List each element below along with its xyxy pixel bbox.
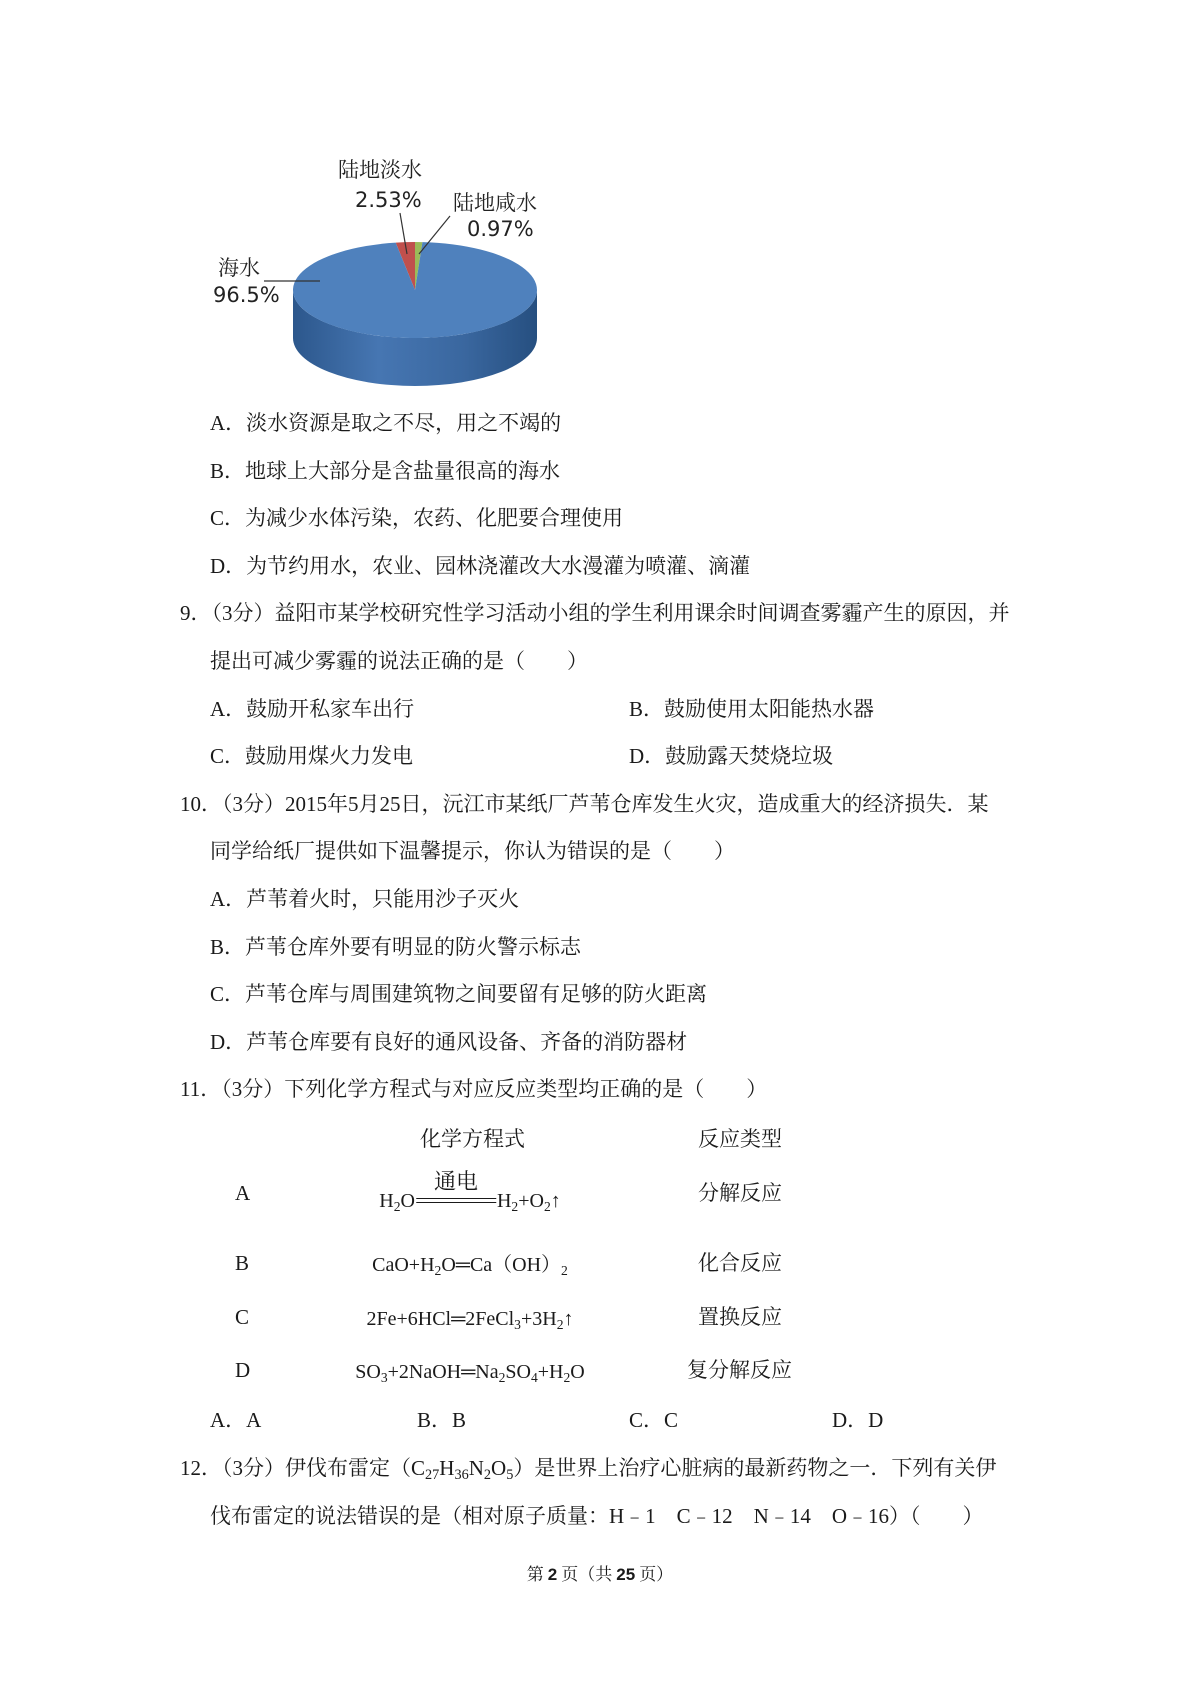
reaction-condition (416, 1170, 496, 1207)
subscript: 2 (511, 1198, 519, 1214)
q8-option-c: C．为减少水体污染，农药、化肥要合理使用 (210, 506, 624, 530)
pie-body (293, 242, 537, 386)
bold-text-run: 25 (616, 1565, 636, 1584)
subscript: 2 (434, 1262, 442, 1278)
text-run: H (496, 1190, 512, 1212)
text-run: ↑ (563, 1308, 574, 1330)
text-run: 第 (526, 1565, 544, 1584)
q9-stem-line-1: 9．（3分）益阳市某学校研究性学习活动小组的学生利用课余时间调查雾霾产生的原因，并 (180, 601, 1010, 625)
subscript: 2 (393, 1198, 401, 1214)
subscript: 5 (506, 1466, 514, 1483)
table-row-a-type: 分解反应 (698, 1181, 782, 1205)
q9-option-a: A．鼓励开私家车出行 (210, 697, 415, 721)
subscript: 2 (543, 1198, 551, 1214)
q9-stem-line-2: 提出可减少雾霾的说法正确的是（ ） (210, 649, 588, 673)
text-run: H (379, 1190, 394, 1212)
table-row-c-type: 置换反应 (698, 1305, 782, 1329)
q12-stem-line-2: 伐布雷定的说法错误的是（相对原子质量：H﹣1 C﹣12 N﹣14 O﹣16）（ ） (210, 1504, 984, 1528)
double-equals-line (416, 1198, 496, 1203)
table-row-d-label: D (235, 1358, 251, 1382)
text-run: O (570, 1361, 585, 1383)
text-run: CaO+H (372, 1254, 435, 1276)
table-row-d-equation (355, 1360, 585, 1384)
q11-option-a: A．A (210, 1408, 262, 1432)
text-run: +O (518, 1190, 544, 1212)
subscript: 2 (556, 1316, 564, 1332)
table-header-equation: 化学方程式 (420, 1127, 525, 1151)
pie-label-fresh-water: 陆地淡水 (338, 158, 422, 182)
table-row-a-equation (379, 1170, 561, 1214)
subscript: 2 (498, 1369, 506, 1385)
subscript: 2 (563, 1369, 571, 1385)
q12-stem-line-1 (180, 1456, 997, 1483)
pie-value-saline-water: 0.97% (467, 217, 534, 241)
text-run: ↑ (550, 1190, 561, 1212)
equation-a-reactants (379, 1190, 415, 1212)
bold-text-run: 2 (547, 1565, 558, 1584)
subscript: 3 (514, 1316, 521, 1332)
text-run: +H (537, 1361, 564, 1383)
text-run: O (400, 1190, 415, 1212)
table-row-c-equation (366, 1307, 573, 1331)
q10-option-a: A．芦苇着火时，只能用沙子灭火 (210, 887, 520, 911)
q11-stem: 11．（3分）下列化学方程式与对应反应类型均正确的是（ ） (180, 1077, 768, 1101)
q11-option-b: B．B (417, 1408, 467, 1432)
water-distribution-pie-chart (0, 0, 1200, 420)
text-run: 页（共 (561, 1565, 613, 1584)
equation-a-products (497, 1190, 561, 1212)
q8-option-b: B．地球上大部分是含盐量很高的海水 (210, 459, 561, 483)
q10-stem-line-1: 10．（3分）2015年5月25日，沅江市某纸厂芦苇仓库发生火灾，造成重大的经济损失．某 (180, 792, 989, 816)
q8-option-a: A．淡水资源是取之不尽，用之不竭的 (210, 411, 562, 435)
text-run: 2Fe+6HCl═2FeCl (366, 1308, 515, 1330)
table-row-b-type: 化合反应 (698, 1251, 782, 1275)
text-run: SO (355, 1361, 381, 1383)
subscript: 36 (454, 1466, 469, 1483)
pie-value-seawater: 96.5% (213, 283, 280, 307)
q10-option-b: B．芦苇仓库外要有明显的防火警示标志 (210, 935, 582, 959)
q10-stem-line-2: 同学给纸厂提供如下温馨提示，你认为错误的是（ ） (210, 839, 735, 863)
table-row-c-label: C (235, 1305, 250, 1329)
table-row-b-equation (372, 1253, 568, 1277)
subscript: 2 (561, 1262, 568, 1278)
table-row-a-label: A (235, 1181, 251, 1205)
table-header-reaction-type: 反应类型 (698, 1127, 782, 1151)
condition-label: 通电 (433, 1170, 478, 1195)
text-run: O (491, 1456, 507, 1480)
q11-option-c: C．C (629, 1408, 679, 1432)
text-run: 12．（3分）伊伐布雷定（C (180, 1456, 426, 1480)
table-row-d-type: 复分解反应 (687, 1358, 792, 1382)
text-run: SO (505, 1361, 531, 1383)
text-run: +3H (520, 1308, 557, 1330)
text-run: N (468, 1456, 484, 1480)
pie-value-fresh-water: 2.53% (355, 188, 422, 212)
q10-option-c: C．芦苇仓库与周围建筑物之间要留有足够的防火距离 (210, 982, 708, 1006)
table-row-b-label: B (235, 1251, 250, 1275)
q11-option-d: D．D (832, 1408, 884, 1432)
q10-option-d: D．芦苇仓库要有良好的通风设备、齐备的消防器材 (210, 1030, 688, 1054)
text-run: 页） (639, 1565, 674, 1584)
text-run: ）是世界上治疗心脏病的最新药物之一．下列有关伊 (513, 1456, 997, 1480)
subscript: 2 (483, 1466, 492, 1483)
subscript: 3 (380, 1369, 388, 1385)
pie-label-saline-water: 陆地咸水 (453, 191, 537, 215)
page-footer (0, 1565, 1200, 1585)
q9-option-d: D．鼓励露天焚烧垃圾 (629, 744, 834, 768)
pie-label-seawater: 海水 (218, 256, 260, 280)
subscript: 4 (530, 1369, 538, 1385)
text-run: H (439, 1456, 455, 1480)
q9-option-b: B．鼓励使用太阳能热水器 (629, 697, 875, 721)
q8-option-d: D．为节约用水，农业、园林浇灌改大水漫灌为喷灌、滴灌 (210, 554, 751, 578)
text-run: +2NaOH═Na (387, 1361, 499, 1383)
q9-option-c: C．鼓励用煤火力发电 (210, 744, 414, 768)
subscript: 27 (425, 1466, 440, 1483)
text-run: O═Ca（OH） (441, 1254, 562, 1276)
